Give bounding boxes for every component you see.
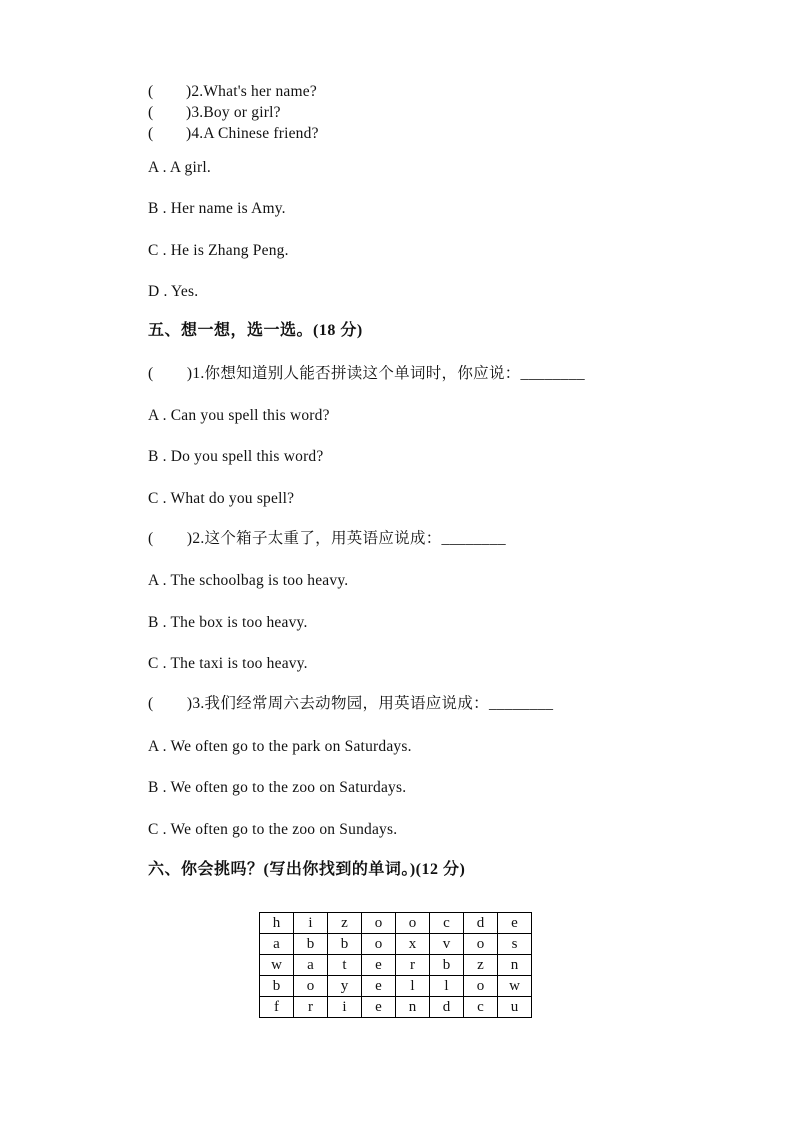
grid-row [260, 976, 532, 997]
grid-cell: o [362, 934, 396, 955]
grid-cell: s [498, 934, 532, 955]
grid-cell: n [498, 955, 532, 976]
grid-cell: c [430, 913, 464, 934]
grid-cell: e [362, 976, 396, 997]
answer-option: C . What do you spell? [148, 490, 295, 507]
grid-cell: r [396, 955, 430, 976]
grid-cell: e [362, 955, 396, 976]
grid-row [260, 934, 532, 955]
question-line: ( )3.Boy or girl? [148, 104, 281, 121]
question-stem: ( )3.我们经常周六去动物园，用英语应说成：________ [148, 695, 554, 712]
grid-cell: b [328, 934, 362, 955]
grid-cell: x [396, 934, 430, 955]
grid-cell: v [430, 934, 464, 955]
grid-cell: r [294, 997, 328, 1018]
grid-cell: u [498, 997, 532, 1018]
answer-option: B . We often go to the zoo on Saturdays. [148, 779, 407, 796]
grid-cell: o [464, 934, 498, 955]
grid-cell: d [464, 913, 498, 934]
question-line: ( )2.What's her name? [148, 83, 317, 100]
grid-cell: z [328, 913, 362, 934]
grid-cell: y [328, 976, 362, 997]
word-search-grid [259, 912, 532, 1018]
answer-option: A . A girl. [148, 159, 211, 176]
grid-cell: t [328, 955, 362, 976]
answer-option: C . The taxi is too heavy. [148, 655, 308, 672]
answer-option: B . Her name is Amy. [148, 200, 286, 217]
section5-heading: 五、想一想，选一选。(18 分) [148, 322, 363, 339]
answer-option: B . Do you spell this word? [148, 448, 324, 465]
answer-option: C . We often go to the zoo on Sundays. [148, 821, 398, 838]
grid-cell: e [498, 913, 532, 934]
grid-cell: w [260, 955, 294, 976]
section6-heading: 六、你会挑吗？(写出你找到的单词。)(12 分) [148, 861, 466, 878]
grid-cell: b [260, 976, 294, 997]
grid-row [260, 997, 532, 1018]
grid-cell: a [294, 955, 328, 976]
answer-option: D . Yes. [148, 283, 199, 300]
grid-cell: c [464, 997, 498, 1018]
grid-cell: w [498, 976, 532, 997]
answer-option: A . We often go to the park on Saturdays. [148, 738, 412, 755]
answer-option: B . The box is too heavy. [148, 614, 308, 631]
grid-cell: o [294, 976, 328, 997]
grid-cell: e [362, 997, 396, 1018]
grid-cell: b [294, 934, 328, 955]
question-stem: ( )1.你想知道别人能否拼读这个单词时，你应说：________ [148, 365, 585, 382]
grid-cell: o [396, 913, 430, 934]
grid-cell: f [260, 997, 294, 1018]
answer-option: A . Can you spell this word? [148, 407, 330, 424]
grid-row [260, 955, 532, 976]
answer-option: A . The schoolbag is too heavy. [148, 572, 349, 589]
grid-row [260, 913, 532, 934]
grid-cell: i [294, 913, 328, 934]
grid-cell: a [260, 934, 294, 955]
grid-cell: d [430, 997, 464, 1018]
grid-cell: i [328, 997, 362, 1018]
grid-cell: h [260, 913, 294, 934]
grid-cell: b [430, 955, 464, 976]
answer-option: C . He is Zhang Peng. [148, 242, 289, 259]
question-line: ( )4.A Chinese friend? [148, 125, 319, 142]
grid-cell: l [430, 976, 464, 997]
grid-cell: o [464, 976, 498, 997]
grid-cell: n [396, 997, 430, 1018]
grid-cell: l [396, 976, 430, 997]
grid-cell: o [362, 913, 396, 934]
question-stem: ( )2.这个箱子太重了，用英语应说成：________ [148, 530, 506, 547]
grid-cell: z [464, 955, 498, 976]
